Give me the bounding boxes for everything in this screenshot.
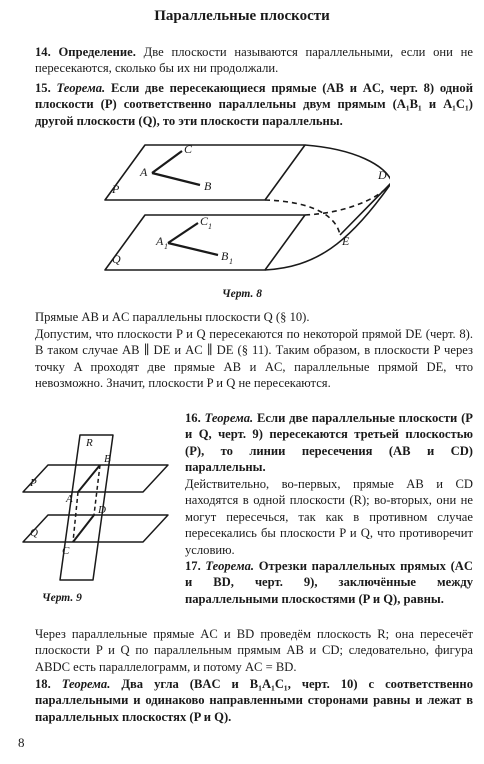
label-b: B — [104, 453, 111, 465]
label-d: D — [378, 168, 387, 182]
segment-a1b1 — [168, 243, 218, 255]
plane-q-extension-top — [305, 182, 390, 215]
page-number: 8 — [18, 735, 25, 750]
paragraph-number: 17. — [185, 559, 201, 573]
definition-text: Две плоскости называются параллельными, если они не пересекаются, сколько бы их ни продолжали. — [35, 45, 473, 76]
line-cd — [73, 515, 94, 542]
plane-q-extension-bottom — [265, 182, 390, 270]
proof-15-line1: Прямые AB и AC параллельны плоскости Q (§ 10). — [35, 310, 310, 324]
segment-ab — [152, 173, 200, 185]
label-p: P — [112, 182, 120, 196]
paragraph-16 — [185, 410, 473, 476]
label-c: C — [184, 142, 193, 156]
theorem-term: Теорема. — [204, 411, 254, 425]
page-title: Параллельные плоскости — [154, 8, 330, 24]
label-c1-subscript: 1 — [208, 222, 212, 231]
label-p: P — [30, 477, 37, 489]
paragraph-18 — [35, 676, 473, 725]
figure-9-caption: Черт. 9 — [42, 592, 82, 604]
proof-16: Действительно, во-первых, прямые AB и CD находятся в одной плоскости (R); во-вторых, они не могут пересечься, так как в противном случае пересекались бы плоскости P и Q, что противоречит условию. — [185, 477, 473, 557]
paragraph-15 — [35, 80, 473, 129]
label-c: C — [62, 545, 70, 557]
paragraph-number: 15. — [35, 81, 51, 95]
theorem-text: Отрезки параллельных прямых (AC и BD, черт. 9), заключённые между параллельными плоскостями (P и Q), равны. — [185, 559, 473, 606]
label-a1-subscript: 1 — [164, 242, 168, 251]
label-q: Q — [30, 527, 38, 539]
theorem-text: Если две параллельные плоскости (P и Q, черт. 9) пересекаются третьей плоскостью (P), то линии пересечения (AB и CD) параллельны. — [185, 411, 473, 475]
label-a: A — [140, 165, 148, 179]
definition-term: Определение. — [58, 45, 136, 59]
label-r: R — [86, 437, 93, 449]
label-a: A — [66, 493, 73, 505]
theorem-term: Теорема. — [56, 81, 106, 95]
paragraph-number: 16. — [185, 411, 201, 425]
segment-a1c1 — [168, 223, 198, 243]
label-d: D — [98, 504, 106, 516]
proof-17: Через параллельные прямые AC и BD проведём плоскость R; она пересечёт плоскости P и Q по параллельным прямым AB и CD; следовательно, фигура ABDC есть параллелограмм, и потому AC = BD. — [35, 627, 473, 674]
label-c1: C — [200, 214, 209, 228]
label-b: B — [204, 179, 212, 193]
theorem-term: Теорема. — [205, 559, 255, 573]
label-b1-subscript: 1 — [229, 257, 233, 266]
paragraph-14 — [35, 44, 473, 77]
label-e: E — [342, 234, 350, 248]
segment-ac — [152, 151, 182, 173]
figure-8 — [100, 135, 390, 295]
paragraph-17 — [185, 558, 473, 607]
label-a1: A — [156, 234, 164, 248]
figure-8-caption: Черт. 8 — [222, 288, 262, 300]
theorem-text: Два угла (BAC и B₁A₁C₁, черт. 10) с соответственно параллельными и одинаково направленными сторонами равны и лежат в параллельных плоскостях (P и Q). — [35, 677, 473, 724]
label-q: Q — [112, 252, 121, 266]
theorem-text: Если две пересекающиеся прямые (AB и AC, черт. 8) одной плоскости (P) соответственно параллельны двум прямым (A₁B₁ и A₁C₁) другой плоскости (Q), то эти плоскости параллельны. — [35, 81, 473, 128]
proof-15-body: Допустим, что плоскости P и Q пересекаются по некоторой прямой DE (черт. 8). В таком случае AB ∥ DE и AC ∥ DE (§ 11). Таким образом, в плоскости P через точку A проходят две прямые AB и AC, параллельные прямой DE, что невозможно. Значит, плоскости P и Q не пересекаются. — [35, 327, 473, 391]
segment-ac — [73, 492, 78, 542]
plane-q — [23, 515, 168, 542]
label-b1: B — [221, 249, 229, 263]
figure-9 — [18, 430, 178, 585]
line-de — [340, 182, 390, 235]
theorem-term: Теорема. — [61, 677, 111, 691]
paragraph-number: 18. — [35, 677, 51, 691]
paragraph-number: 14. — [35, 45, 51, 59]
